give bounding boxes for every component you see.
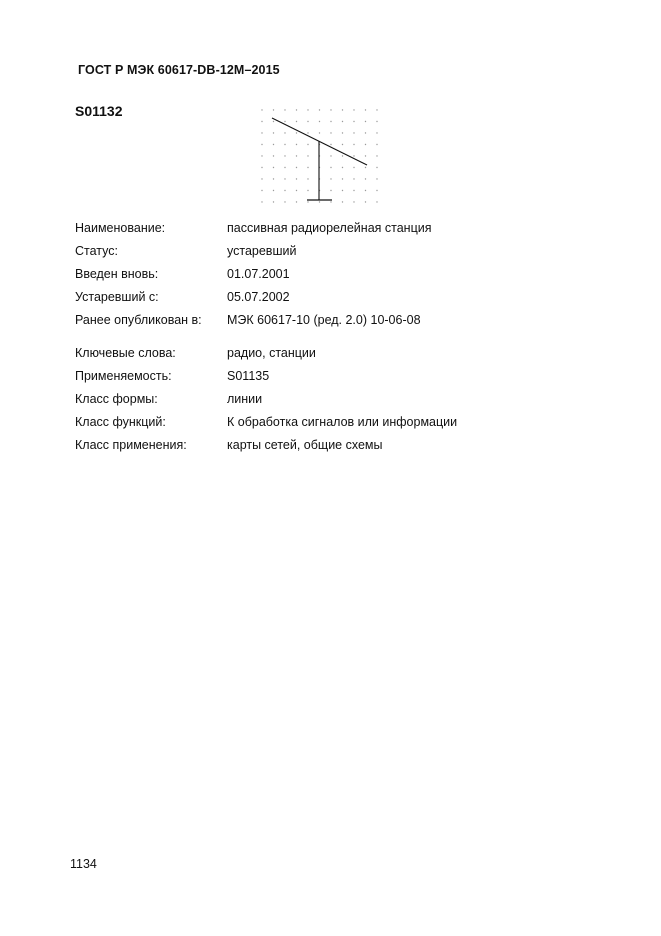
grid-dot — [330, 121, 331, 122]
grid-dot — [261, 167, 262, 168]
grid-dot — [330, 167, 331, 168]
property-value: карты сетей, общие схемы — [227, 438, 383, 452]
grid-dot — [353, 178, 354, 179]
property-value: радио, станции — [227, 346, 316, 360]
grid-dot — [365, 167, 366, 168]
grid-dot — [342, 155, 343, 156]
grid-dot — [319, 201, 320, 202]
grid-dot — [330, 109, 331, 110]
grid-dot — [261, 121, 262, 122]
grid-dot — [261, 144, 262, 145]
property-row — [75, 345, 457, 368]
grid-dot — [342, 178, 343, 179]
grid-dot — [365, 121, 366, 122]
grid-dot — [365, 144, 366, 145]
property-value: устаревший — [227, 244, 297, 258]
grid-dot — [376, 109, 377, 110]
document-header: ГОСТ Р МЭК 60617-DB-12M–2015 — [78, 63, 280, 77]
grid-dot — [330, 201, 331, 202]
property-label: Введен вновь: — [75, 267, 159, 281]
grid-dot — [365, 201, 366, 202]
grid-dot — [296, 109, 297, 110]
grid-dot — [342, 132, 343, 133]
property-value: МЭК 60617-10 (ред. 2.0) 10-06-08 — [227, 313, 421, 327]
grid-dot — [353, 121, 354, 122]
grid-dot — [376, 167, 377, 168]
grid-dot — [342, 167, 343, 168]
property-row — [75, 437, 457, 460]
grid-dot — [307, 155, 308, 156]
property-row — [75, 289, 432, 312]
symbol-code: S01132 — [75, 103, 123, 119]
grid-dot — [296, 201, 297, 202]
grid-dot — [296, 190, 297, 191]
grid-dot — [284, 190, 285, 191]
grid-dot — [284, 144, 285, 145]
grid-dot — [307, 144, 308, 145]
grid-dot — [353, 144, 354, 145]
property-label: Ключевые слова: — [75, 346, 176, 360]
property-value: К обработка сигналов или информации — [227, 415, 458, 429]
grid-dot — [307, 201, 308, 202]
grid-dot — [330, 144, 331, 145]
grid-dot — [273, 167, 274, 168]
grid-dot — [273, 132, 274, 133]
grid-dot — [376, 201, 377, 202]
grid-dot — [330, 178, 331, 179]
grid-dot — [353, 109, 354, 110]
grid-dot — [376, 155, 377, 156]
grid-dot — [296, 178, 297, 179]
grid-dot — [273, 190, 274, 191]
grid-dot — [307, 190, 308, 191]
grid-dot — [284, 167, 285, 168]
grid-dot — [330, 190, 331, 191]
grid-dot — [376, 144, 377, 145]
property-value: пассивная радиорелейная станция — [227, 221, 432, 235]
grid-dot — [273, 144, 274, 145]
grid-dot — [342, 201, 343, 202]
grid-dot — [273, 155, 274, 156]
grid-dot — [342, 190, 343, 191]
property-label: Применяемость: — [75, 369, 172, 383]
grid-dot — [365, 155, 366, 156]
grid-dot — [342, 109, 343, 110]
grid-dot — [353, 201, 354, 202]
properties-group-1 — [75, 220, 432, 335]
property-label: Устаревший с: — [75, 290, 159, 304]
grid-dot — [284, 178, 285, 179]
grid-dot — [284, 201, 285, 202]
property-label: Класс функций: — [75, 415, 166, 429]
grid-dot — [261, 109, 262, 110]
grid-dot — [296, 155, 297, 156]
property-row — [75, 312, 432, 335]
property-value: 01.07.2001 — [227, 267, 290, 281]
grid-dot — [296, 121, 297, 122]
grid-dot — [307, 109, 308, 110]
property-row — [75, 220, 432, 243]
grid-dot — [353, 132, 354, 133]
grid-dot — [273, 178, 274, 179]
property-row — [75, 368, 457, 391]
grid-dot — [284, 132, 285, 133]
property-label: Статус: — [75, 244, 118, 258]
grid-dot — [296, 144, 297, 145]
grid-dot — [296, 167, 297, 168]
grid-dot — [365, 109, 366, 110]
grid-dot — [261, 201, 262, 202]
grid-dot — [307, 178, 308, 179]
property-label: Класс формы: — [75, 392, 158, 406]
grid-dot — [273, 121, 274, 122]
property-row — [75, 266, 432, 289]
property-label: Наименование: — [75, 221, 166, 235]
property-label: Класс применения: — [75, 438, 187, 452]
grid-dot — [365, 132, 366, 133]
grid-dot — [284, 109, 285, 110]
grid-dot — [319, 109, 320, 110]
grid-dot — [284, 121, 285, 122]
grid-dot — [376, 190, 377, 191]
grid-dot — [307, 167, 308, 168]
property-row — [75, 414, 457, 437]
grid-dot — [273, 201, 274, 202]
grid-dot — [261, 155, 262, 156]
grid-dot — [330, 132, 331, 133]
grid-dot — [342, 144, 343, 145]
property-row — [75, 391, 457, 414]
grid-dot — [261, 178, 262, 179]
properties-group-2 — [75, 345, 457, 460]
grid-dot — [296, 132, 297, 133]
grid-dot — [365, 190, 366, 191]
grid-dot — [284, 155, 285, 156]
grid-dot — [342, 121, 343, 122]
grid-dot — [261, 132, 262, 133]
grid-dot — [365, 178, 366, 179]
property-value: линии — [227, 392, 263, 406]
grid-dot — [376, 121, 377, 122]
grid-dot — [319, 121, 320, 122]
grid-dot — [353, 167, 354, 168]
grid-dot — [376, 178, 377, 179]
grid-dot — [376, 132, 377, 133]
passive-radio-relay-station-symbol-icon — [255, 104, 385, 214]
property-value: S01135 — [227, 369, 270, 383]
grid-dot — [319, 132, 320, 133]
page-number: 1134 — [70, 857, 97, 871]
property-row — [75, 243, 432, 266]
grid-dot — [273, 109, 274, 110]
grid-dot — [330, 155, 331, 156]
property-label: Ранее опубликован в: — [75, 313, 202, 327]
grid-dot — [353, 155, 354, 156]
grid-dot — [261, 190, 262, 191]
grid-dot — [353, 190, 354, 191]
grid-dot — [307, 121, 308, 122]
grid-dot — [307, 132, 308, 133]
property-value: 05.07.2002 — [227, 290, 290, 304]
